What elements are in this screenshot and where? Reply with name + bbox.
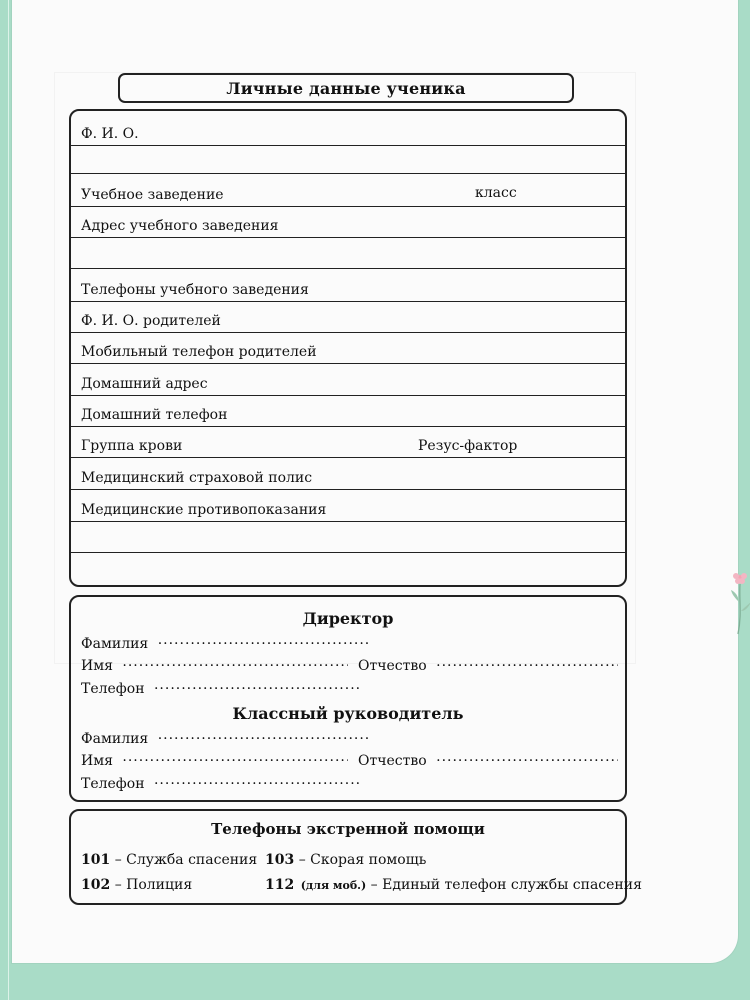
emergency-item-102 <box>81 877 192 893</box>
teacher-surname-label: Фамилия <box>81 731 149 747</box>
rh-factor-label: Резус-фактор <box>418 438 518 454</box>
emergency-note-112: (для моб.) <box>300 879 367 892</box>
teacher-phone-field[interactable] <box>81 772 359 792</box>
emergency-title: Телефоны экстренной помощи <box>211 820 485 838</box>
school-phones-row[interactable] <box>71 269 625 302</box>
director-patronymic-label: Отчество <box>358 658 427 674</box>
fio-label: Ф. И. О. <box>81 126 139 142</box>
fio-continuation-row[interactable] <box>71 146 625 174</box>
director-name-dots <box>122 654 348 670</box>
parents-fio-label: Ф. И. О. родителей <box>81 313 221 329</box>
director-phone-dots <box>154 677 359 693</box>
director-name-label: Имя <box>81 658 113 674</box>
home-address-label: Домашний адрес <box>81 376 208 392</box>
notebook-spine <box>0 0 12 1000</box>
home-address-row[interactable] <box>71 364 625 396</box>
medical-contraindications-label: Медицинские противопоказания <box>81 502 327 518</box>
medical-policy-row[interactable] <box>71 458 625 490</box>
emergency-number-102: 102 <box>81 877 111 893</box>
emergency-number-112: 112 <box>265 877 295 893</box>
page-title-text: Личные данные ученика <box>226 78 466 98</box>
fio-row[interactable] <box>71 111 625 146</box>
medical-contraindications-row[interactable] <box>71 490 625 522</box>
director-patronymic-dots <box>436 654 618 670</box>
emergency-text-102: – Полиция <box>114 877 193 893</box>
teacher-name-field[interactable] <box>81 749 348 769</box>
emergency-item-101 <box>81 852 257 868</box>
home-phone-label: Домашний телефон <box>81 407 228 423</box>
emergency-item-103 <box>265 852 426 868</box>
teacher-phone-label: Телефон <box>81 776 145 792</box>
class-label: класс <box>475 185 517 201</box>
blood-group-label: Группа крови <box>81 438 183 454</box>
student-data-form <box>69 109 627 587</box>
medical-policy-label: Медицинский страховой полис <box>81 470 313 486</box>
medical-contraindications-continuation-row-1[interactable] <box>71 522 625 553</box>
parents-mobile-label: Мобильный телефон родителей <box>81 344 317 360</box>
teacher-patronymic-label: Отчество <box>358 753 427 769</box>
director-surname-label: Фамилия <box>81 636 149 652</box>
spine-highlight <box>8 0 9 1000</box>
school-address-continuation-row[interactable] <box>71 238 625 269</box>
teacher-patronymic-dots <box>436 749 618 765</box>
emergency-text-103: – Скорая помощь <box>298 852 427 868</box>
director-patronymic-field[interactable] <box>358 654 618 674</box>
director-and-teacher-section <box>69 595 627 802</box>
teacher-name-dots <box>122 749 348 765</box>
director-title: Директор <box>302 609 394 628</box>
teacher-name-label: Имя <box>81 753 113 769</box>
parents-mobile-row[interactable] <box>71 333 625 364</box>
emergency-number-103: 103 <box>265 852 295 868</box>
school-address-label: Адрес учебного заведения <box>81 218 279 234</box>
emergency-phones-section <box>69 809 642 905</box>
teacher-patronymic-field[interactable] <box>358 749 618 769</box>
home-phone-row[interactable] <box>71 396 625 427</box>
director-name-field[interactable] <box>81 654 348 674</box>
medical-contraindications-continuation-row-2[interactable] <box>71 553 625 585</box>
director-surname-dots <box>158 632 370 648</box>
teacher-phone-dots <box>154 772 359 788</box>
emergency-item-112 <box>265 877 642 893</box>
emergency-number-101: 101 <box>81 852 111 868</box>
flower-icon <box>728 566 750 636</box>
emergency-text-101: – Служба спасения <box>114 852 258 868</box>
class-teacher-title: Классный руководитель <box>232 704 464 723</box>
teacher-surname-dots <box>158 727 370 743</box>
parents-fio-row[interactable] <box>71 302 625 333</box>
school-label: Учебное заведение <box>81 187 224 203</box>
director-phone-label: Телефон <box>81 681 145 697</box>
emergency-text-112: – Единый телефон службы спасения <box>370 877 642 893</box>
school-phones-label: Телефоны учебного заведения <box>81 282 309 298</box>
director-phone-field[interactable] <box>81 677 359 697</box>
blood-group-row[interactable] <box>71 427 625 458</box>
school-row[interactable] <box>71 174 625 207</box>
teacher-surname-field[interactable] <box>81 727 370 747</box>
school-address-row[interactable] <box>71 207 625 238</box>
director-surname-field[interactable] <box>81 632 370 652</box>
page-title <box>118 73 574 103</box>
